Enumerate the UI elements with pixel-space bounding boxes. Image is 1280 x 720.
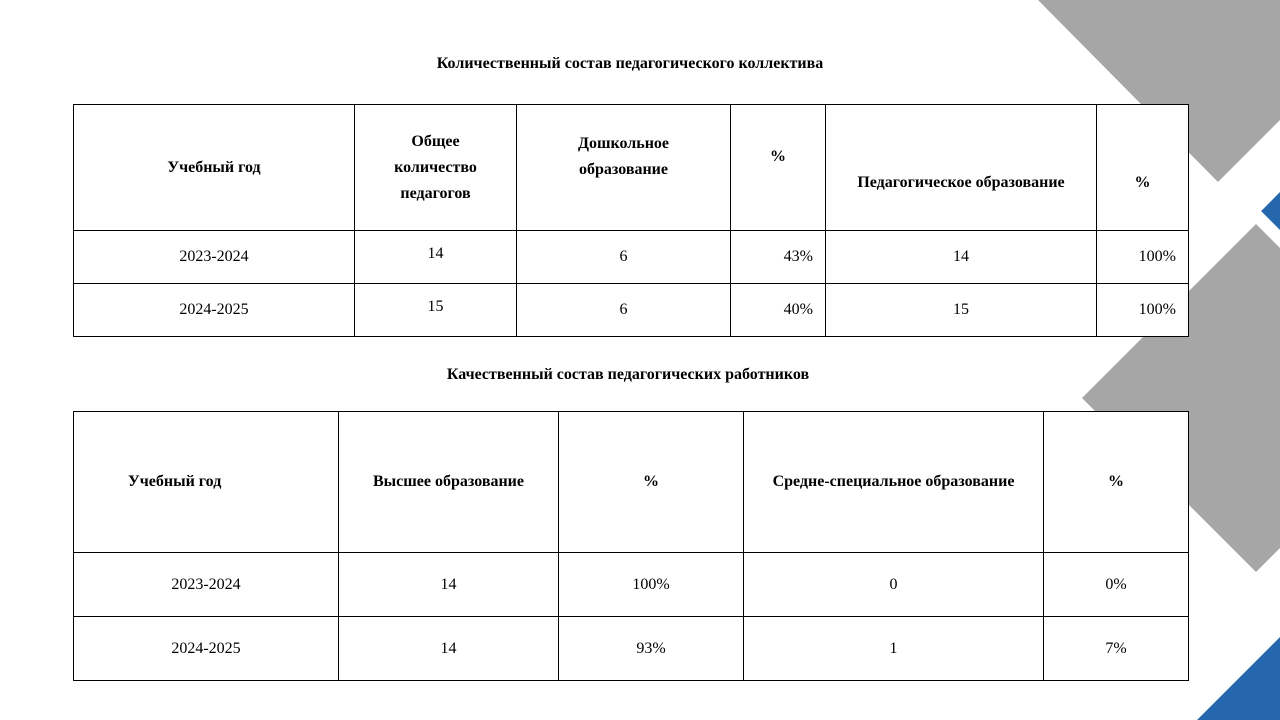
header-cell: % <box>1044 412 1189 553</box>
table2-title: Качественный состав педагогических работников <box>446 366 810 383</box>
blue-triangle-bottom <box>1197 637 1280 720</box>
cell: 14 <box>339 617 559 681</box>
table-row <box>74 617 1189 681</box>
cell: 100% <box>1097 231 1189 284</box>
cell: 100% <box>559 553 744 617</box>
cell: 6 <box>517 284 731 337</box>
header-cell: Учебный год <box>74 412 339 553</box>
cell: 14 <box>339 553 559 617</box>
cell: 6 <box>517 231 731 284</box>
header-cell: Высшее образование <box>339 412 559 553</box>
cell: 43% <box>731 231 826 284</box>
table1-title: Количественный состав педагогического коллектива <box>436 55 824 72</box>
cell: 14 <box>826 231 1097 284</box>
table-row <box>74 284 1189 337</box>
cell: 100% <box>1097 284 1189 337</box>
header-cell: Педагогическое образование <box>826 105 1097 231</box>
table-row <box>74 231 1189 284</box>
header-cell: % <box>731 105 826 231</box>
header-cell: Средне-специальное образование <box>744 412 1044 553</box>
cell: 2023-2024 <box>74 231 355 284</box>
header-cell: Общее количество педагогов <box>355 105 517 231</box>
teaching-staff-quality-table <box>73 411 1189 681</box>
cell: 2023-2024 <box>74 553 339 617</box>
cell: 2024-2025 <box>74 617 339 681</box>
teaching-staff-quantity-table <box>73 104 1189 337</box>
cell: 40% <box>731 284 826 337</box>
cell: 14 <box>355 231 517 284</box>
header-cell: % <box>559 412 744 553</box>
cell: 0% <box>1044 553 1189 617</box>
cell: 15 <box>826 284 1097 337</box>
cell: 15 <box>355 284 517 337</box>
cell: 0 <box>744 553 1044 617</box>
cell: 1 <box>744 617 1044 681</box>
cell: 93% <box>559 617 744 681</box>
cell: 2024-2025 <box>74 284 355 337</box>
table-row <box>74 553 1189 617</box>
table-header-row <box>74 105 1189 231</box>
cell: 7% <box>1044 617 1189 681</box>
table-header-row <box>74 412 1189 553</box>
header-cell: Учебный год <box>74 105 355 231</box>
header-cell: Дошкольное образование <box>517 105 731 231</box>
header-cell: % <box>1097 105 1189 231</box>
